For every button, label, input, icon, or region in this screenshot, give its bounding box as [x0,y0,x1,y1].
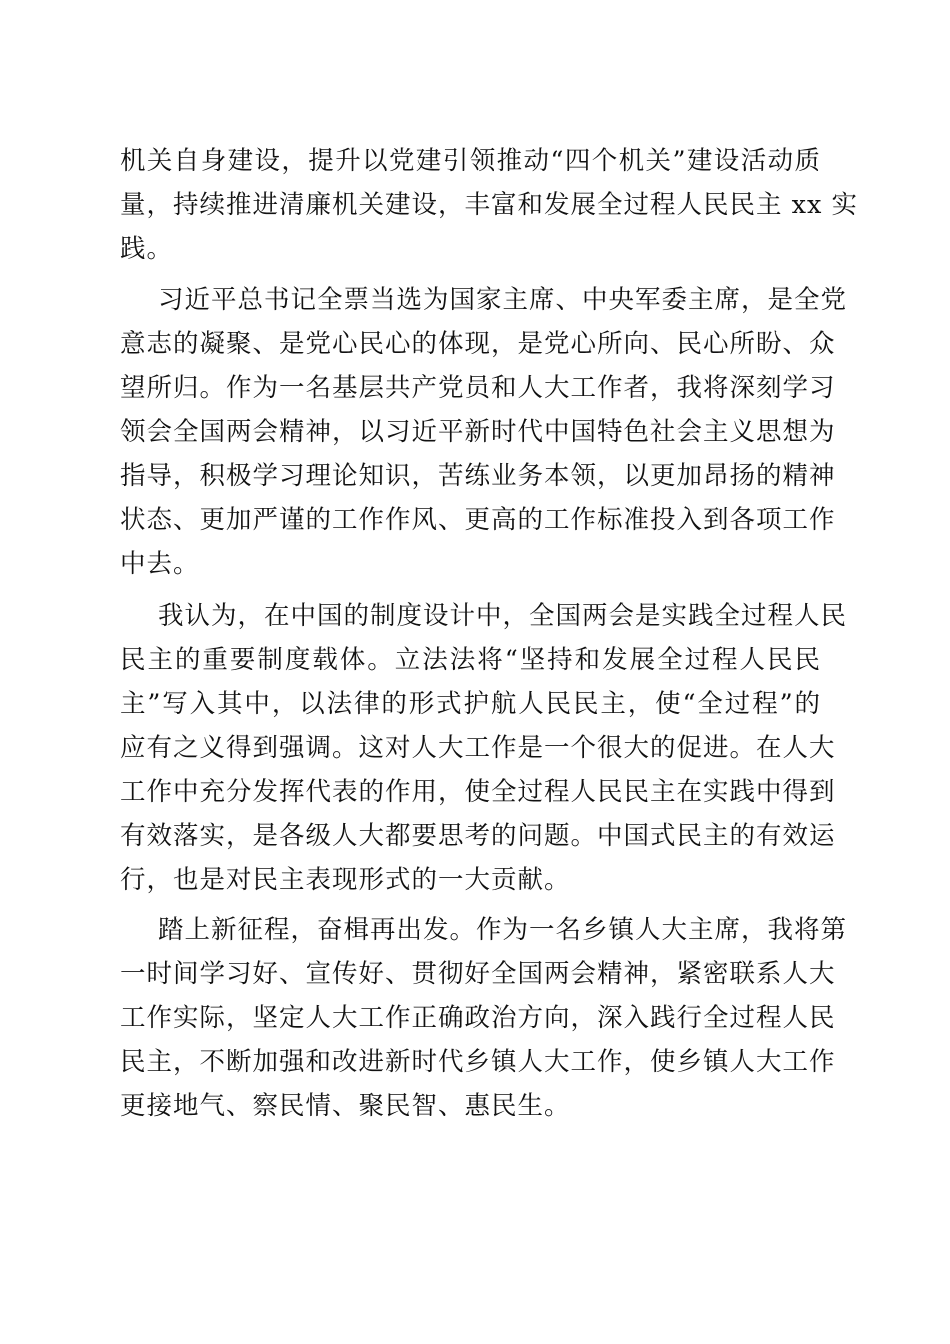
paragraph-line: 望所归。作为一名基层共产党员和人大工作者，我将深刻学习 [120,373,836,403]
paragraph-line: 有效落实，是各级人大都要思考的问题。中国式民主的有效运 [120,821,836,851]
paragraph-line: 意志的凝聚、是党心民心的体现，是党心所向、民心所盼、众 [120,329,836,359]
paragraph-line: 指导，积极学习理论知识，苦练业务本领，以更加昂扬的精神 [120,461,836,491]
paragraph-line: 我认为，在中国的制度设计中，全国两会是实践全过程人民 [158,601,848,631]
paragraph-line: 状态、更加严谨的工作作风、更高的工作标准投入到各项工作 [120,505,836,535]
paragraph-line: 领会全国两会精神，以习近平新时代中国特色社会主义思想为 [120,417,836,447]
paragraph-line: 工作中充分发挥代表的作用，使全过程人民民主在实践中得到 [120,777,836,807]
paragraph-line: 踏上新征程，奋楫再出发。作为一名乡镇人大主席，我将第 [158,915,848,945]
paragraph-line: 主”写入其中，以法律的形式护航人民民主，使“全过程”的 [120,689,821,719]
paragraph-line: 机关自身建设，提升以党建引领推动“四个机关”建设活动质 [120,146,821,176]
paragraph-line: 习近平总书记全票当选为国家主席、中央军委主席，是全党 [158,285,848,315]
paragraph-line: 更接地气、察民情、聚民智、惠民生。 [120,1091,571,1121]
paragraph-line: 行，也是对民主表现形式的一大贡献。 [120,865,571,895]
paragraph-line: 量，持续推进清廉机关建设，丰富和发展全过程人民民主 xx 实 [120,190,858,220]
paragraph-line: 应有之义得到强调。这对人大工作是一个很大的促进。在人大 [120,733,836,763]
paragraph-line: 民主的重要制度载体。立法法将“坚持和发展全过程人民民 [120,645,821,675]
paragraph-line: 践。 [120,234,174,264]
paragraph-line: 工作实际，坚定人大工作正确政治方向，深入践行全过程人民 [120,1003,836,1033]
paragraph-line: 一时间学习好、宣传好、贯彻好全国两会精神，紧密联系人大 [120,959,836,989]
paragraph-line: 民主，不断加强和改进新时代乡镇人大工作，使乡镇人大工作 [120,1047,836,1077]
paragraph-line: 中去。 [120,549,200,579]
